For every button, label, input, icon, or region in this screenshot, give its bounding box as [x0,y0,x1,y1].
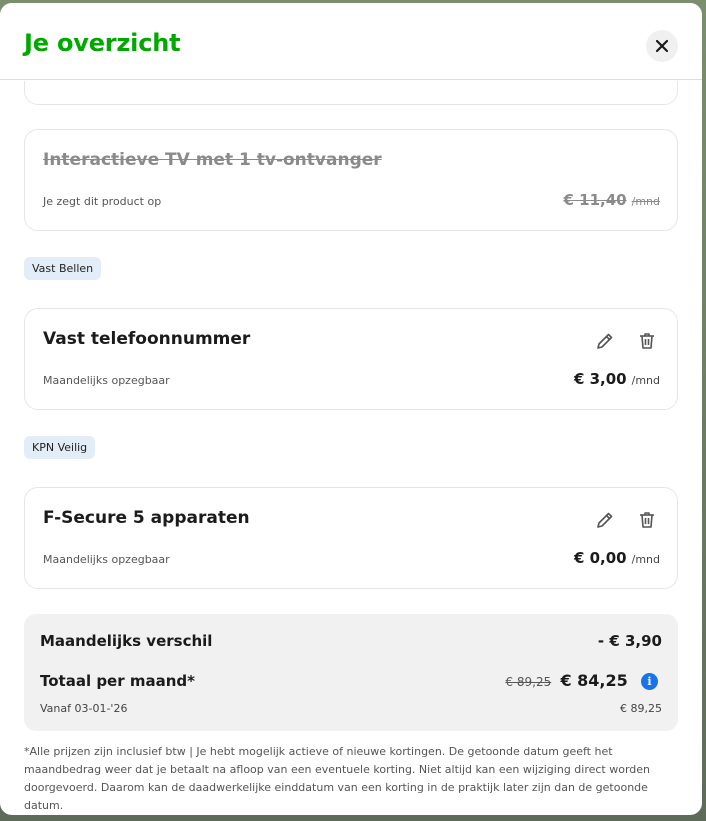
delete-button[interactable] [635,329,659,353]
total-per-month-label: Totaal per maand* [40,672,195,690]
price-summary [24,614,678,731]
card-actions [593,329,659,353]
product-title: F-Secure 5 apparaten [43,508,250,528]
product-price [574,370,660,388]
category-tag-kpn-veilig: KPN Veilig [24,436,95,459]
monthly-difference-label: Maandelijks verschil [40,632,213,650]
modal-title: Je overzicht [24,29,181,57]
category-tag-vast-bellen: Vast Bellen [24,257,101,280]
product-card-partial [24,81,678,105]
close-button[interactable] [646,30,678,62]
from-date-label: Vanaf 03-01-'26 [40,702,128,715]
info-icon[interactable]: i [641,673,658,690]
product-card-fsecure [24,487,678,589]
from-date-value: € 89,25 [620,702,662,715]
pencil-icon [595,510,615,530]
total-per-month-value [505,671,658,690]
product-status: Maandelijks opzegbaar [43,374,170,387]
product-status: Maandelijks opzegbaar [43,553,170,566]
product-title: Vast telefoonnummer [43,329,251,349]
price-amount: € 0,00 [573,549,627,567]
edit-button[interactable] [593,329,617,353]
product-status: Je zegt dit product op [43,195,162,208]
modal-header [0,3,702,80]
price-unit: /mnd [631,195,660,208]
total-new-price: € 84,25 [560,671,628,690]
product-card-phone [24,308,678,410]
footnote: *Alle prijzen zijn inclusief btw | Je hebt mogelijk actieve of nieuwe kortingen. De getoonde datum geeft het maandbedrag weer dat je betaalt na afloop van een eventuele korting. Niet altijd kan een wijziging direct worden doorgevoerd. Daarom kan de daadwerkelijke einddatum van een korting in de praktijk later zijn dan de getoonde datum. [24,745,651,812]
pencil-icon [595,331,615,351]
card-actions [593,508,659,532]
price-amount: € 3,00 [573,370,627,388]
monthly-difference-value: - € 3,90 [597,632,662,650]
product-title: Interactieve TV met 1 tv-ontvanger [43,150,382,170]
delete-button[interactable] [635,508,659,532]
product-card-tv [24,129,678,231]
total-old-price: € 89,25 [505,675,552,689]
close-icon [655,39,669,53]
overview-modal [0,3,702,815]
product-price [564,191,661,209]
trash-icon [637,510,657,530]
trash-icon [637,331,657,351]
price-unit: /mnd [631,553,660,566]
price-amount: € 11,40 [563,191,627,209]
product-price [574,549,660,567]
edit-button[interactable] [593,508,617,532]
price-unit: /mnd [631,374,660,387]
modal-content[interactable] [0,81,702,815]
